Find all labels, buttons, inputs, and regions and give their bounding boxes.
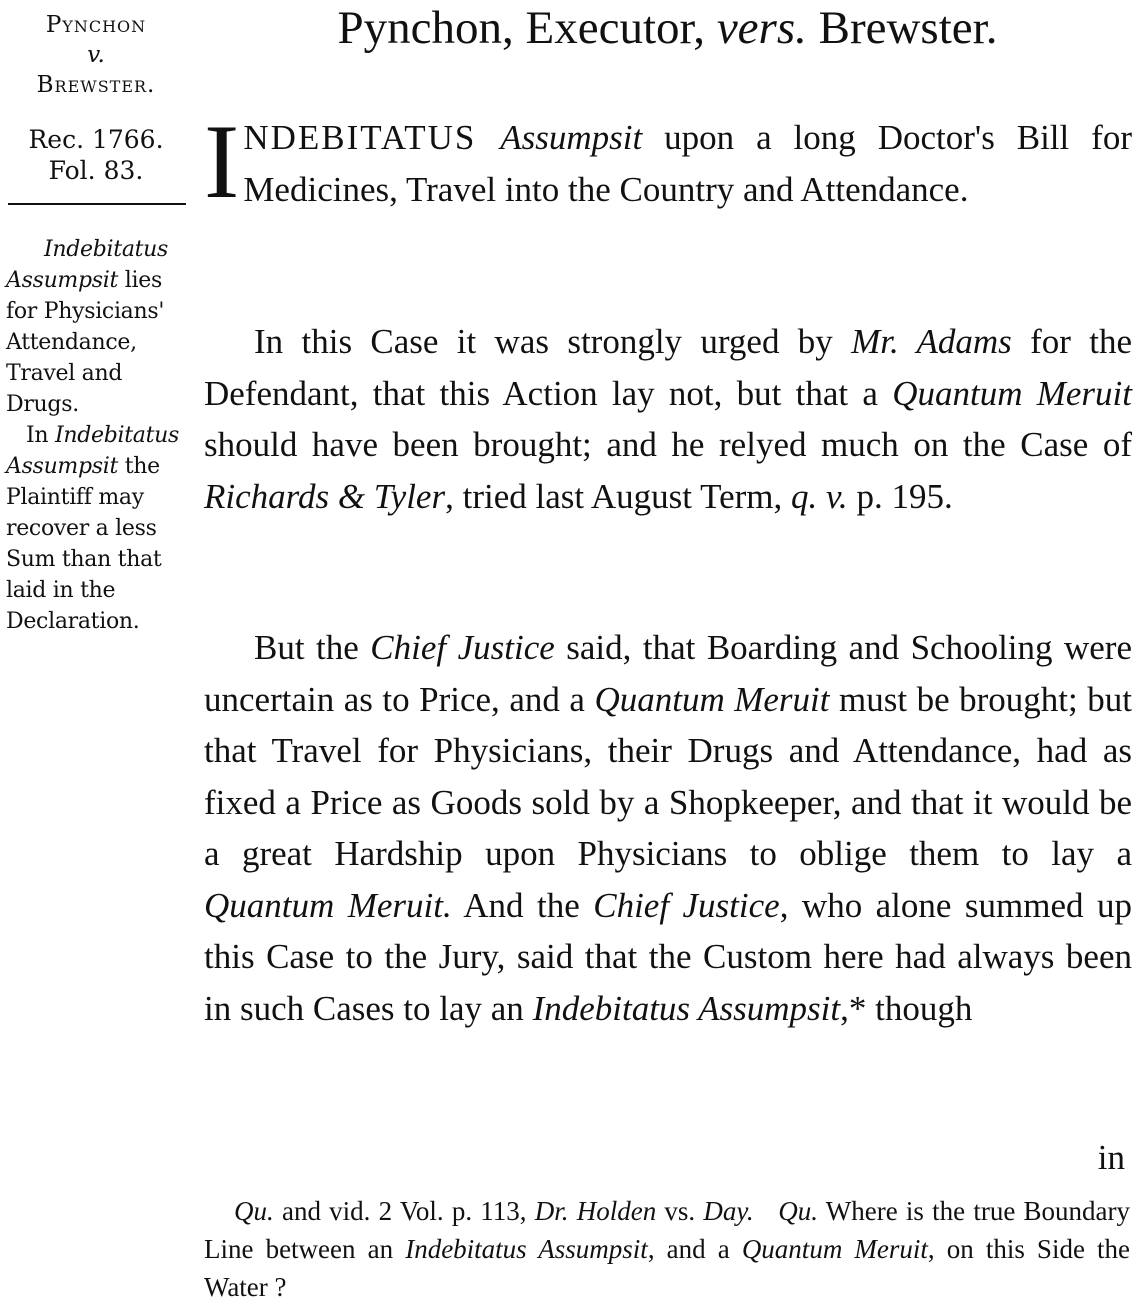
p3-italic-4: Chief Justice xyxy=(593,885,780,925)
footnote-text-1: and vid. 2 Vol. p. 113, xyxy=(273,1196,535,1226)
p2-text-5: p. 195. xyxy=(847,476,953,516)
footnote-italic-4: Qu. xyxy=(778,1196,819,1226)
p3-text-4: And the xyxy=(451,885,594,925)
p3-text-3: must be brought; but that Travel for Physicians, their Drugs and Attendance, had as fixed a Price as Goods sold by a Shopkeeper, and that it would be a great Hardship upon Physicians to oblige them to lay a xyxy=(204,679,1132,873)
p2-text-4: , tried last August Term, xyxy=(445,476,791,516)
page-title-vers: vers. xyxy=(716,2,807,54)
paragraph-3 xyxy=(204,622,1132,1034)
page-title-pre: Pynchon, Executor, xyxy=(337,2,717,54)
margin-note-2-pre: In xyxy=(26,423,55,448)
margin-case-versus: v. xyxy=(87,42,105,68)
paragraph-1-italic: Assumpsit xyxy=(500,118,643,157)
footnote-text-4: Where is the true Boundary Line between an xyxy=(204,1196,1131,1264)
p2-text-3: should have been brought; and he relyed much on the Case of xyxy=(204,425,1132,464)
footnote-italic-6: Quantum Meruit xyxy=(741,1234,928,1264)
margin-note-1 xyxy=(6,234,186,420)
footnote xyxy=(204,1192,1130,1306)
footnote-italic-5: Indebitatus Assumpsit xyxy=(405,1234,648,1264)
margin-divider xyxy=(8,203,186,205)
drop-cap: I xyxy=(204,103,240,220)
footnote-italic-3: Day. xyxy=(703,1196,754,1226)
margin-case-name xyxy=(6,10,186,100)
footnote-text-6: , on this Side the Water ? xyxy=(204,1234,1131,1302)
p2-italic-4: q. v. xyxy=(791,476,848,516)
margin-note-2-text: the Plaintiff may recover a less Sum than that laid in the Declaration. xyxy=(6,454,162,634)
footnote-text-3 xyxy=(754,1196,779,1226)
margin-notes xyxy=(6,234,186,637)
footnote-italic-1: Qu. xyxy=(234,1196,274,1226)
p2-italic-1: Mr. Adams xyxy=(851,322,1012,361)
footnote-text-5: , and a xyxy=(647,1234,742,1264)
margin-note-2 xyxy=(6,420,186,637)
margin-case-party-1: Pynchon xyxy=(45,12,147,38)
p3-text-2: said, that Boarding and Schooling were uncertain as to Price, and a xyxy=(204,628,1133,719)
footnote-italic-2: Dr. Holden xyxy=(534,1196,657,1226)
paragraph-1-text: upon a long Doctor's Bill for Medicines, Travel into the Country and Attendance. xyxy=(243,118,1132,209)
margin-note-1-text: lies for Physicians' Attendance, Travel and Drugs. xyxy=(6,268,165,417)
margin-record xyxy=(6,124,186,186)
p2-italic-2: Quantum Meruit xyxy=(892,373,1132,413)
margin-case-party-2: Brewster. xyxy=(36,72,156,98)
p3-italic-2: Quantum Meruit xyxy=(594,679,830,719)
margin-note-2-italic: Indebitatus Assumpsit xyxy=(6,423,179,479)
footnote-text-2: vs. xyxy=(656,1196,704,1226)
page-title xyxy=(200,0,1135,56)
margin-record-folio: Fol. 83. xyxy=(48,156,144,185)
paragraph-2 xyxy=(204,316,1132,522)
paragraph-1 xyxy=(204,103,1132,220)
p3-text-5: , who alone summed up this Case to the Jury, said that the Custom here had always been in such Cases to lay an xyxy=(204,885,1132,1028)
p3-text-1: But the xyxy=(254,628,371,667)
margin-record-year: Rec. 1766. xyxy=(28,125,164,154)
catchword: in xyxy=(1097,1138,1125,1177)
p2-text-2: for the Defendant, that this Action lay not, but that a xyxy=(204,322,1133,413)
paragraph-1-caps: NDEBITATUS xyxy=(243,118,501,157)
page-title-post: Brewster. xyxy=(806,2,998,54)
p2-italic-3: Richards & Tyler xyxy=(204,476,446,516)
p2-text-1: In this Case it was strongly urged by xyxy=(254,322,852,361)
p3-italic-3: Quantum Meruit. xyxy=(204,885,452,925)
p3-text-6: ,* though xyxy=(840,988,973,1028)
p3-italic-5: Indebitatus Assumpsit xyxy=(532,988,841,1028)
p3-italic-1: Chief Justice xyxy=(370,628,555,667)
margin-note-1-italic: Indebitatus Assumpsit xyxy=(6,237,169,293)
